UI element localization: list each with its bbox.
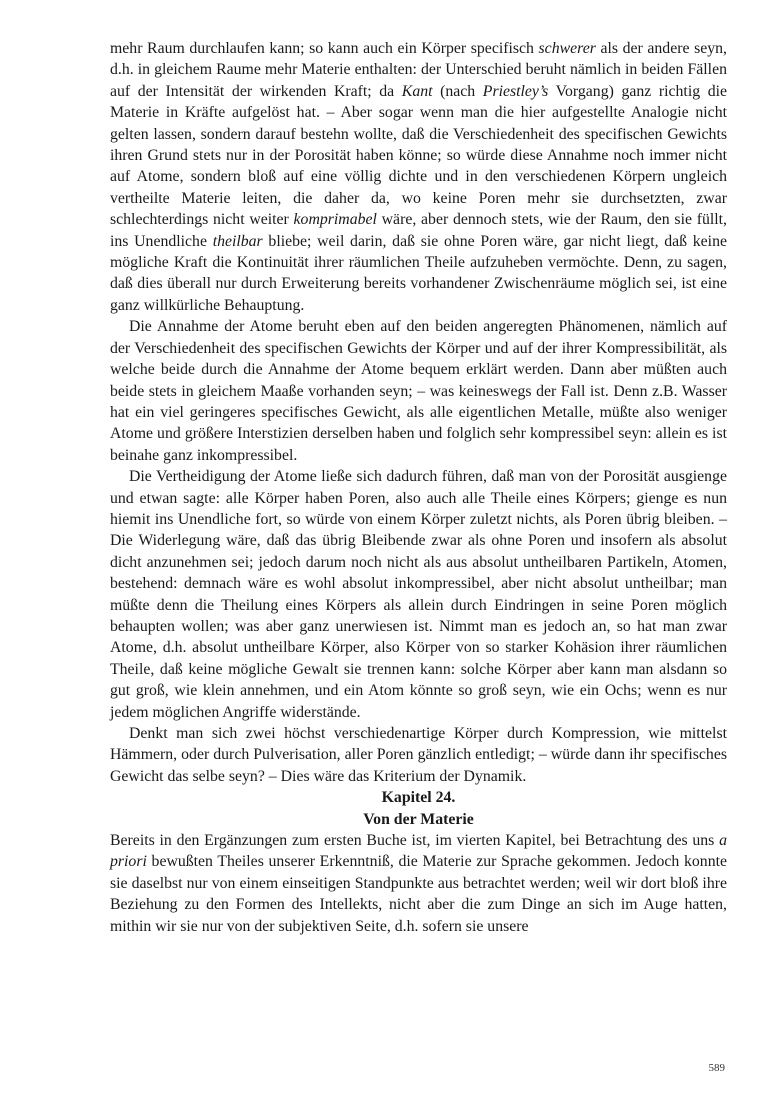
paragraph — [110, 830, 727, 937]
page-body — [110, 38, 727, 937]
paragraph: Denkt man sich zwei höchst verschiedenartige Körper durch Kompression, wie mittelst Hämmern, oder durch Pulverisation, aller Poren gänzlich entledigt; – würde dann ihr specifisches Gewicht das selbe seyn? – Dies wäre das Kriterium der Dynamik. — [110, 725, 727, 785]
emphasis: Kant — [401, 82, 433, 100]
paragraph — [110, 38, 727, 316]
paragraph: Die Vertheidigung der Atome ließe sich dadurch führen, daß man von der Porosität ausgienge und etwan sagte: alle Körper haben Poren, also auch alle Theile eines Körpers; gienge es nun hiemit ins Unendliche fort, so würde von einem Körper zuletzt nichts, als Poren übrig bleiben. – Die Widerlegung wäre, daß das übrig Bleibende zwar als ohne Poren und insofern als absolut dicht anzunehmen sei; jedoch darum noch nicht als aus absolut untheilbaren Partikeln, Atomen, bestehend: demnach wäre es wohl absolut inkompressibel, aber nicht absolut untheilbar; man müßte denn die Theilung eines Körpers als allein durch Eindringen in seine Poren möglich behaupten wollen; was aber ganz unerwiesen ist. Nimmt man es jedoch an, so hat man zwar Atome, d.h. absolut untheilbare Körper, also Körper von so starker Kohäsion ihrer räumlichen Theile, daß keine mögliche Gewalt sie trennen kann: solche Körper aber kann man alsdann so gut groß, wie klein annehmen, und ein Atom könnte so groß seyn, wie ein Ochs; wenn es nur jedem möglichen Angriffe widerstände. — [110, 468, 727, 721]
text-run: Vorgang) ganz richtig die Materie in Kräfte aufgelöst hat. – Aber sogar wenn man die hier aufgestellte Analogie nicht gelten lassen, sondern darauf bestehn wollte, daß die Verschiedenheit des specifischen Gewichts ihren Grund stets nur in der Porosität haben könne; so würde diese Annahme noch immer nicht auf Atome, sondern bloß auf eine völlig dichte und in den verschiedenen Körpern ungleich vertheilte Materie leiten, die daher da, wo keine Poren mehr sie durchsetzten, zwar schlechterdings nicht weiter — [110, 82, 727, 229]
emphasis: komprimabel — [293, 211, 377, 229]
text-run: mehr Raum durchlaufen kann; so kann auch ein Körper specifisch — [110, 40, 539, 57]
chapter-title: Von der Materie — [363, 810, 474, 828]
text-run: bliebe; weil darin, daß sie ohne Poren wäre, gar nicht liegt, daß keine mögliche Kraft die Kontinuität ihrer räumlichen Theile aufzuheben vermöchte. Denn, zu sagen, daß dies überall nur durch Erweiterung bereits vorhandener Zwischenräume möglich sei, ist eine ganz willkürliche Behauptung. — [110, 232, 727, 314]
chapter-heading: Kapitel 24. — [381, 789, 456, 807]
emphasis: theilbar — [212, 232, 263, 250]
page-number: 589 — [708, 1062, 725, 1074]
text-run: Bereits in den Ergänzungen zum ersten Buche ist, im vierten Kapitel, bei Betrachtung des uns — [110, 832, 720, 850]
emphasis: schwerer — [538, 40, 596, 57]
text-run: bewußten Theiles unserer Erkenntniß, die Materie zur Sprache gekommen. Jedoch konnte sie daselbst nur von einem einseitigen Standpunkte aus betrachtet werden; weil wir dort bloß ihre Beziehung zu den Formen des Intellekts, nicht aber die zum Dinge an sich im Auge hatten, mithin wir sie nur von der subjektiven Seite, d.h. sofern sie unsere — [110, 853, 727, 935]
text-run: als der andere seyn, d.h. in gleichem Raume mehr Materie enthalten: der Unterschied beruht nämlich in beiden Fällen auf der Intensität der wirkenden Kraft; da — [110, 40, 727, 100]
text-run: (nach — [432, 82, 483, 100]
emphasis: Priestley’s — [482, 82, 549, 100]
text-run: wäre, aber dennoch stets, wie der Raum, den sie füllt, ins Unendliche — [110, 211, 727, 250]
paragraph: Die Annahme der Atome beruht eben auf den beiden angeregten Phänomenen, nämlich auf der Verschiedenheit des specifischen Gewichts der Körper und auf der ihrer Kompressibilität, als welche beide durch die Annahme der Atome bequem erklärt werden. Dann aber müßten auch beide stets in gleichem Maaße vorhanden seyn; – was keineswegs der Fall ist. Denn z.B. Wasser hat ein viel geringeres specifisches Gewicht, als alle eigentlichen Metalle, müßte also weniger Atome und größere Interstizien derselben haben und folglich sehr kompressibel seyn: allein es ist beinahe ganz inkompressibel. — [110, 318, 727, 464]
emphasis: a priori — [110, 832, 727, 871]
